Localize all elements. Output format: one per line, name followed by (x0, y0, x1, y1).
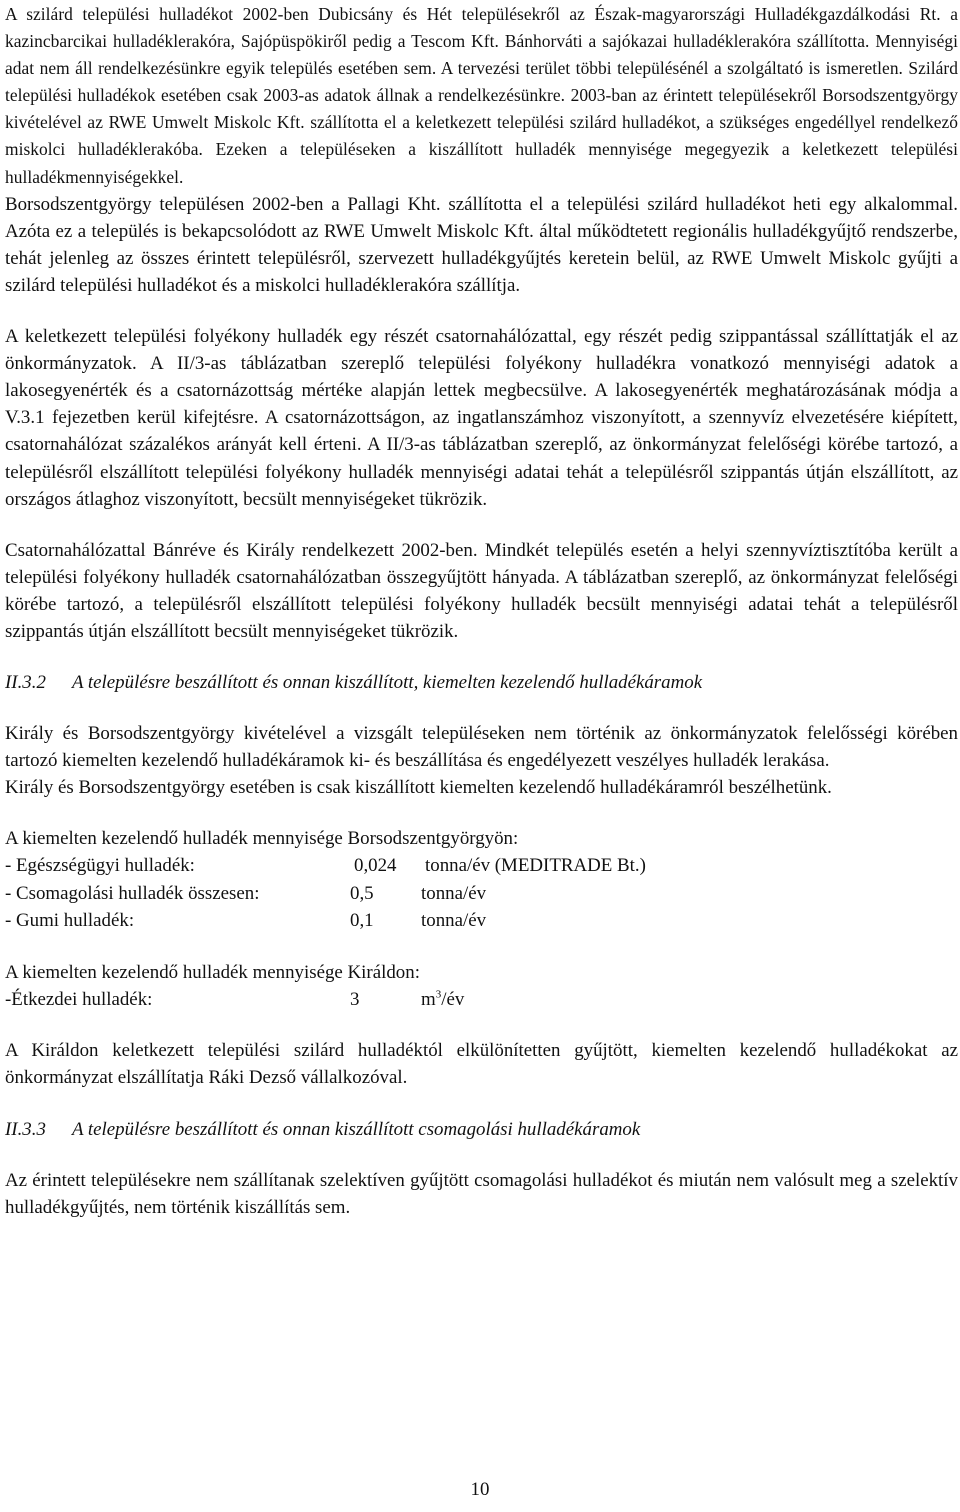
quantity-row (5, 880, 958, 908)
quantity-label: - Csomagolási hulladék összesen: (5, 882, 260, 904)
quantity-row (5, 907, 958, 935)
section-number: II.3.3 (5, 1118, 46, 1140)
quantity-list-title: A kiemelten kezelendő hulladék mennyisége Borsodszentgyörgyön: (5, 828, 519, 850)
paragraph-kiraldon-collection: A Királdon keletkezett települési szilárd hulladéktól elkülönítetten gyűjtött, kiemelten kezelendő hulladékokat az önkormányzat elszállítatja Ráki Dezső vállalkozóval. (5, 1040, 958, 1089)
section-number: II.3.2 (5, 672, 46, 694)
quantity-unit: tonna/év (421, 910, 487, 932)
quantity-value: 0,024 (354, 855, 397, 877)
quantity-label: - Egészségügyi hulladék: (5, 855, 195, 877)
quantity-value: 0,5 (350, 882, 374, 904)
paragraph-waste-transport: A szilárd települési hulladékot 2002-ben Dubicsány és Hét településekről az Észak-magyarországi Hulladékgazdálkodási Rt. a kazincbarcikai hulladéklerakóra, Sajópüspökiről pedig a Tescom Kft. Bánhorváti a sajókazai hulladéklerakóra szállította. Mennyiségi adat nem áll rendelkezésünkre egyik település esetében sem. A tervezési terület többi településénél a szolgáltató is ismeretlen. Szilárd települési hulladékok esetében csak 2003-as adatok állnak a rendelkezésünkre. 2003-ban az érintett településekről Borsodszentgyörgy kivételével az RWE Umwelt Miskolc Kft. szállította el a keletkezett települési szilárd hulladékot, a szükséges engedéllyel rendelkező miskolci hulladéklerakóba. Ezeken a településeken a kiszállított hulladék mennyisége megegyezik a keletkezett települési hulladékmennyiségekkel. (5, 4, 958, 187)
quantity-value: 0,1 (350, 910, 374, 932)
paragraph-hazardous-only-export: Király és Borsodszentgyörgy esetében is csak kiszállított kiemelten kezelendő hulladékáramról beszélhetünk. (5, 777, 832, 799)
quantity-label: - Gumi hulladék: (5, 910, 135, 932)
document-page (5, 0, 958, 1221)
paragraph-hazardous-streams: Király és Borsodszentgyörgy kivételével a vizsgált településeken nem történik az önkormányzatok felelősségi körében tartozó kiemelten kezelendő hulladékáramok ki- és beszállítása és engedélyezett veszélyes hulladék lerakása. (5, 723, 958, 772)
quantity-label: -Étkezdei hulladék: (5, 988, 153, 1010)
paragraph-sewer-network: Csatornahálózattal Bánréve és Király rendelkezett 2002-ben. Mindkét település esetén a helyi szennyvíztisztítóba került a települési folyékony hulladék csatornahálózatban összegyűjtött hányada. A táblázatban szereplő, az önkormányzat felelőségi körébe tartozó, a településről elszállított települési folyékony hulladék becsült mennyiségi adatai tehát a településről szippantás útján elszállított becsült mennyiségeket tükrözik. (5, 539, 958, 642)
quantity-list-title: A kiemelten kezelendő hulladék mennyisége Királdon: (5, 961, 420, 983)
quantity-unit: $m^3/év$ (421, 988, 465, 1010)
page-number: 10 (470, 1479, 490, 1500)
quantity-unit: tonna/év (MEDITRADE Bt.) (425, 855, 646, 877)
quantity-value: 3 (350, 988, 360, 1010)
paragraph-liquid-waste: A keletkezett települési folyékony hulladék egy részét csatornahálózattal, egy részét pedig szippantással szállíttatják el az önkormányzatok. A II/3-as táblázatban szereplő települési folyékony hulladékra vonatkozó mennyiségi adatok a lakosegyenérték és a csatornázottság mértéke alapján lettek megbecsülve. A lakosegyenérték meghatározásának módja a V.3.1 fejezetben kerül kifejtésre. A csatornázottságon, az ingatlanszámhoz viszonyított, a szennyvíz elvezetésére kiépített, csatornahálózat százalékos arányát kell érteni. A II/3-as táblázatban szereplő, az önkormányzat felelőségi körébe tartozó, a településről elszállított települési folyékony hulladék mennyiségi adatai tehát a településről szippantás útján elszállított, az országos átlaghoz viszonyított, becsült mennyiségeket tükrözik. (5, 326, 958, 510)
section-heading-2-3-2 (5, 669, 958, 696)
section-title: A településre beszállított és onnan kiszállított, kiemelten kezelendő hulladékáramok (72, 672, 703, 694)
quantity-row (5, 852, 958, 880)
quantity-row (5, 986, 958, 1014)
paragraph-packaging-waste: Az érintett településekre nem szállítanak szelektíven gyűjtött csomagolási hulladékot és miután nem valósult meg a szelektív hulladékgyűjtés, nem történik kiszállítás sem. (5, 1169, 958, 1218)
quantity-unit: tonna/év (421, 882, 487, 904)
section-title: A településre beszállított és onnan kiszállított csomagolási hulladékáramok (72, 1118, 641, 1140)
section-heading-2-3-3 (5, 1116, 958, 1143)
paragraph-borsodszentgyorgy: Borsodszentgyörgy településen 2002-ben a Pallagi Kht. szállította el a települési szilárd hulladékot heti egy alkalommal. Azóta ez a település is bekapcsolódott az RWE Umwelt Miskolc Kft. által működtetett regionális hulladékgyűjtő rendszerbe, tehát jelenleg az összes érintett településről, szervezett hulladékgyűjtés keretein belül, az RWE Umwelt Miskolc gyűjti a szilárd települési hulladékot és a miskolci hulladéklerakóra szállítja. (5, 193, 958, 296)
